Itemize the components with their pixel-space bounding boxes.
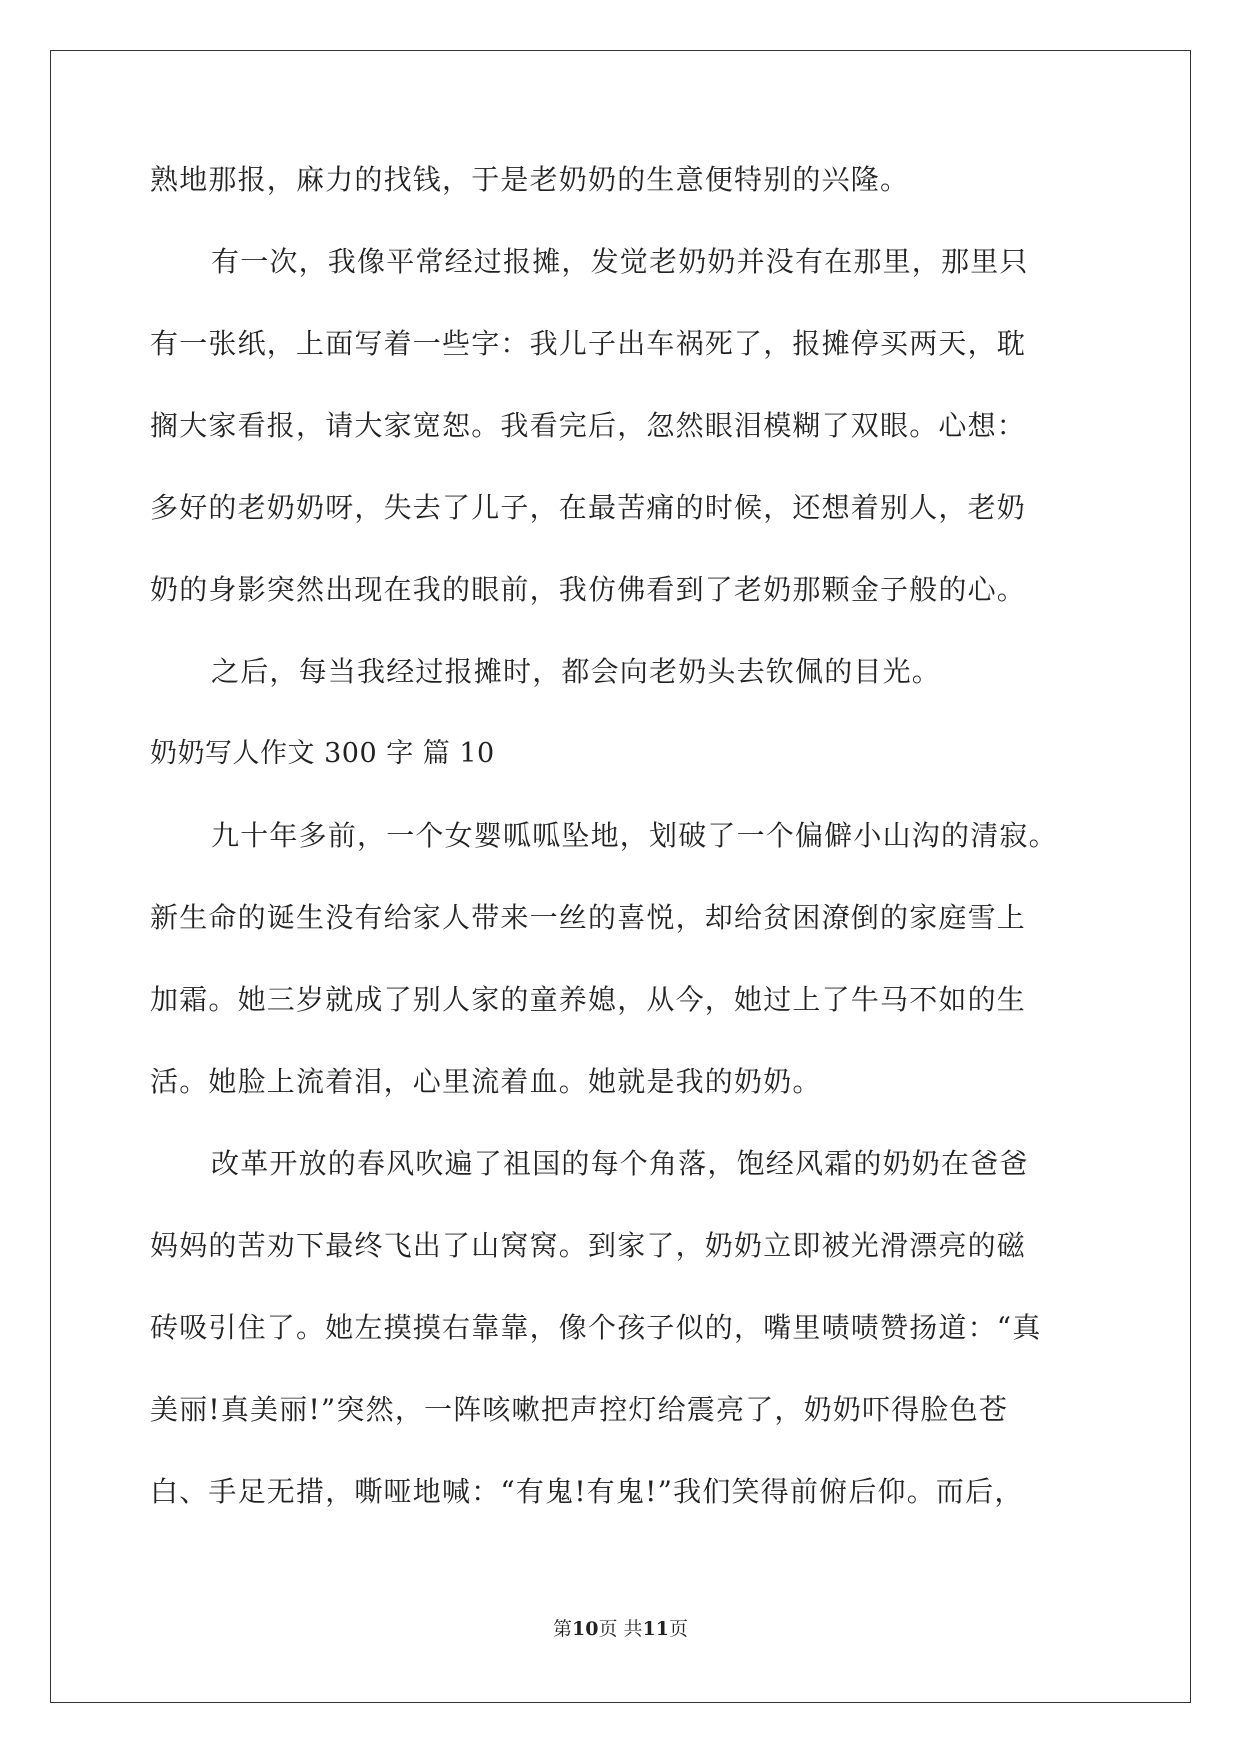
paragraph-line: 白、手足无措，嘶哑地喊：“有鬼!有鬼!”我们笑得前俯后仰。而后， [150, 1475, 1024, 1508]
document-body [150, 162, 1090, 1556]
paragraph-line: 新生命的诞生没有给家人带来一丝的喜悦，却给贫困潦倒的家庭雪上 [150, 901, 1027, 934]
paragraph-line: 改革开放的春风吹遍了祖国的每个角落，饱经风霜的奶奶在爸爸 [211, 1147, 1029, 1180]
paragraph-line: 九十年多前，一个女婴呱呱坠地，划破了一个偏僻小山沟的清寂。 [211, 819, 1058, 852]
footer-prefix: 第 [553, 1618, 573, 1640]
paragraph-line: 奶的身影突然出现在我的眼前，我仿佛看到了老奶那颗金子般的心。 [150, 573, 1027, 606]
total-pages-number: 11 [642, 1618, 669, 1640]
current-page-number: 10 [572, 1618, 599, 1640]
paragraph-line: 多好的老奶奶呀，失去了儿子，在最苦痛的时候，还想着别人，老奶 [150, 491, 1027, 524]
paragraph-line: 砖吸引住了。她左摸摸右靠靠，像个孩子似的，嘴里啧啧赞扬道：“真 [150, 1311, 1042, 1344]
paragraph-line: 熟地那报，麻力的找钱，于是老奶奶的生意便特别的兴隆。 [150, 163, 910, 196]
paragraph-line: 美丽!真美丽!”突然，一阵咳嗽把声控灯给震亮了，奶奶吓得脸色苍 [150, 1393, 1009, 1426]
section-heading: 奶奶写人作文 300 字 篇 10 [150, 738, 495, 769]
footer-suffix: 页 [668, 1618, 688, 1640]
paragraph-line: 活。她脸上流着泪，心里流着血。她就是我的奶奶。 [150, 1065, 822, 1098]
paragraph-line: 搁大家看报，请大家宽恕。我看完后，忽然眼泪模糊了双眼。心想： [150, 409, 1027, 442]
footer-middle: 页 共 [598, 1618, 643, 1640]
paragraph-line: 有一张纸，上面写着一些字：我儿子出车祸死了，报摊停买两天，耽 [150, 327, 1027, 360]
paragraph-line: 之后，每当我经过报摊时，都会向老奶头去钦佩的目光。 [211, 655, 942, 688]
page-footer [0, 1614, 1241, 1641]
paragraph-line: 加霜。她三岁就成了别人家的童养媳，从今，她过上了牛马不如的生 [150, 983, 1027, 1016]
paragraph-line: 有一次，我像平常经过报摊，发觉老奶奶并没有在那里，那里只 [211, 245, 1029, 278]
paragraph-line: 妈妈的苦劝下最终飞出了山窝窝。到家了，奶奶立即被光滑漂亮的磁 [150, 1229, 1027, 1262]
